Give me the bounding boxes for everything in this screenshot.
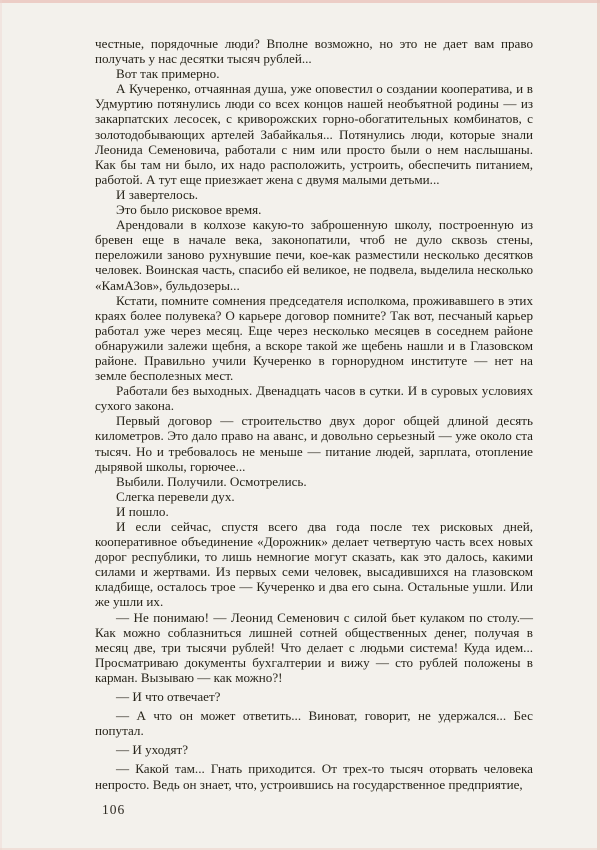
paragraph: Кстати, помните сомнения председателя исполкома, проживавшего в этих краях более полувека? О карьере договор помните? Так вот, песчаный карьер работал уже через месяц. Еще через несколько месяцев в соседнем районе обнаружили залежи щебня, а вскоре такой же щебень нашли и в Глазовском районе. Правильно учили Кучеренко в горнорудном институте — нет на земле бесполезных мест. [95,292,533,384]
paragraph: честные, порядочные люди? Вполне возможно, но это не дает вам право получать у нас десятки тысяч рублей... [95,36,533,67]
paragraph: Работали без выходных. Двенадцать часов в сутки. И в суровых условиях сухого закона. [95,383,533,414]
paragraph: — Какой там... Гнать приходится. От трех-то тысяч оторвать человека непросто. Ведь он знает, что, устроившись на государственное предприятие, [95,761,533,792]
paragraph: — Не понимаю! — Леонид Семенович с силой бьет кулаком по столу.— Как можно соблазниться лишней сотней общественных денег, получая в месяц две, три тысячи рублей! Что делает с людьми система! Куда идем... Просматриваю документы бухгалтерии и вижу — сто рублей положены в карман. Вызываю — как можно?! [95,609,533,685]
paragraph: — И что отвечает? [116,689,221,705]
paragraph: И пошло. [116,503,169,519]
paragraph: И если сейчас, спустя всего два года после тех рисковых дней, кооперативное объединение «Дорожник» делает четвертую часть всех новых дорог республики, то лишь немногие могут сказать, как это далось, какими силами и жертвами. Из первых семи человек, высадившихся на глазовском кладбище, осталось трое — Кучеренко и два его сына. Остальные ушли. Или же ушли их. [95,519,533,610]
paragraph: Первый договор — строительство двух дорог общей длиной десять километров. Это дало право на аванс, и довольно серьезный — уже около ста тысяч. Но и требовалось не меньше — питание людей, зарплата, отопление дырявой школы, горючее... [95,413,533,474]
paragraph: Это было рисковое время. [116,202,262,218]
paragraph: Выбили. Получили. Осмотрелись. [116,473,307,489]
scan-edge-left [0,0,2,850]
paragraph: А Кучеренко, отчаянная душа, уже оповестил о создании кооператива, и в Удмуртию потянулись люди со всех концов нашей необъятной родины — из закарпатских лесосек, с криворожских горно-обогатительных комбинатов, с золотодобывающих артелей Забайкалья... Потянулись люди, которые знали Леонида Семеновича, работали с ним или просто были о нем наслышаны. Как бы там ни было, их надо расположить, устроить, обеспечить питанием, работой. А тут еще приезжает жена с двумя малыми детьми... [95,81,533,187]
paragraph: И завертелось. [116,186,199,202]
paragraph: — И уходят? [116,742,189,758]
paragraph: Вот так примерно. [116,66,220,82]
paragraph: Слегка перевели дух. [116,488,235,504]
paragraph: Арендовали в колхозе какую-то заброшенную школу, построенную из бревен еще в начале века, законопатили, чтоб не дуло сквозь стены, переложили заново рухнувшие печи, кое-как разместили несколько десятков человек. Воинская часть, спасибо ей великое, не подвела, выделила несколько «КамАЗов», бульдозеры... [95,217,533,293]
paragraph: — А что он может ответить... Виноват, говорит, не удержался... Бес попутал. [95,708,533,739]
scan-edge-top [0,0,600,3]
page-number: 106 [102,802,126,817]
page-text [95,36,533,792]
